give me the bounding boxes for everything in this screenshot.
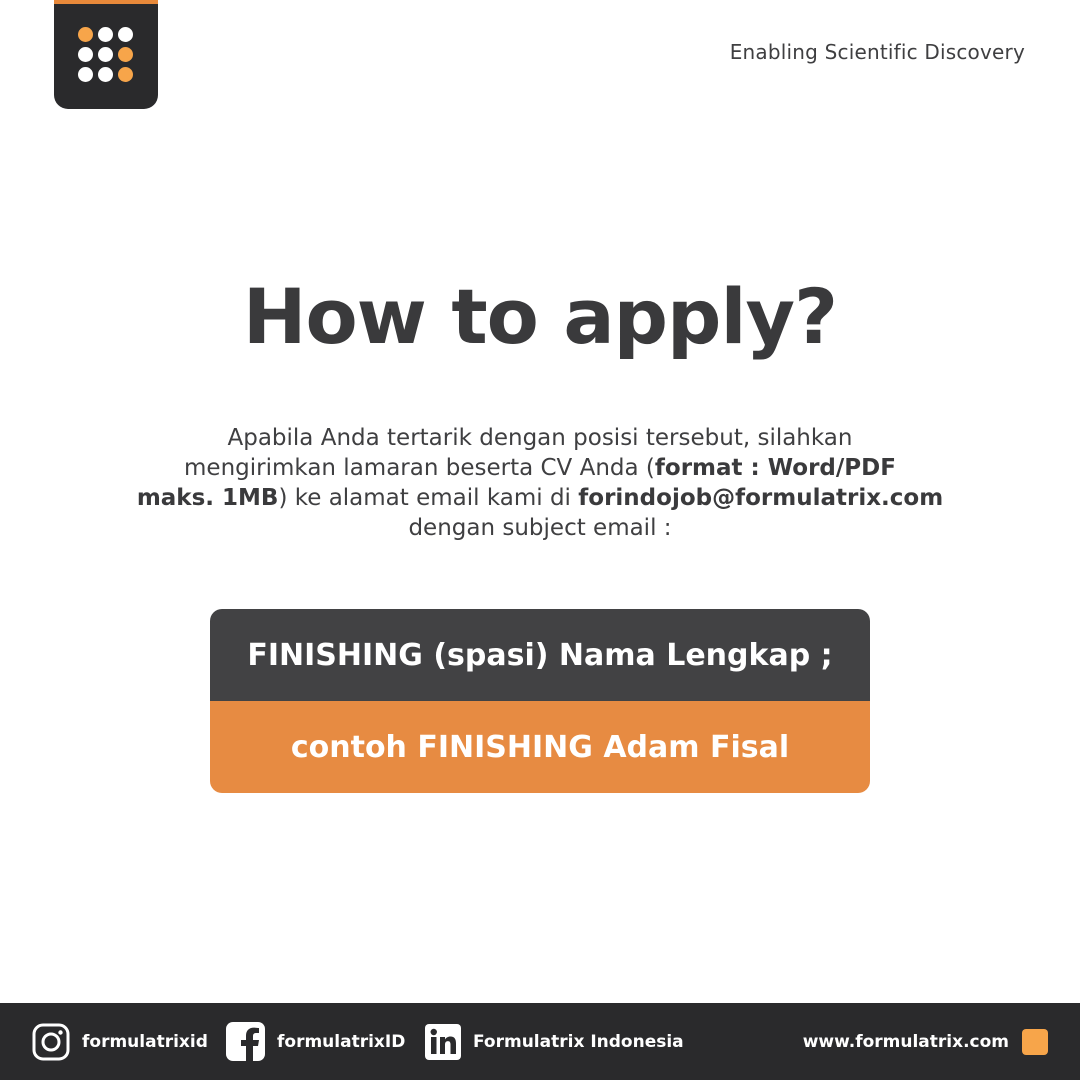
page-title: How to apply? — [242, 272, 838, 361]
linkedin-icon — [425, 1024, 461, 1060]
format-requirement: format : Word/PDF — [654, 455, 896, 481]
logo-dot — [98, 27, 113, 42]
logo-dot — [78, 27, 93, 42]
logo-dot — [98, 47, 113, 62]
email-address[interactable]: forindojob@formulatrix.com — [578, 485, 944, 511]
logo-dot — [78, 47, 93, 62]
logo-dot — [78, 67, 93, 82]
apply-instructions — [110, 423, 970, 543]
tagline: Enabling Scientific Discovery — [729, 40, 1025, 64]
brand-square-icon — [1022, 1029, 1048, 1055]
logo-dot — [98, 67, 113, 82]
intro-line-4: dengan subject email : — [408, 515, 672, 541]
facebook-link[interactable] — [226, 1003, 405, 1080]
logo-dot — [118, 27, 133, 42]
subject-format: FINISHING (spasi) Nama Lengkap ; — [210, 609, 870, 701]
size-requirement: maks. 1MB — [136, 485, 279, 511]
intro-line-3: ) ke alamat email kami di — [278, 485, 579, 511]
facebook-handle: formulatrixID — [277, 1031, 406, 1052]
formulatrix-logo — [54, 0, 158, 109]
website-link[interactable]: www.formulatrix.com — [802, 1031, 1009, 1052]
logo-accent-bar — [54, 0, 158, 4]
logo-dot — [118, 67, 133, 82]
facebook-icon — [226, 1022, 265, 1061]
footer — [0, 1003, 1080, 1080]
intro-line-2: mengirimkan lamaran beserta CV Anda ( — [184, 455, 655, 481]
intro-line-1: Apabila Anda tertarik dengan posisi tersebut, silahkan — [227, 425, 853, 451]
logo-dot — [118, 47, 133, 62]
instagram-icon — [32, 1023, 70, 1061]
subject-format-box — [210, 609, 870, 793]
instagram-link[interactable] — [32, 1003, 208, 1080]
linkedin-name: Formulatrix Indonesia — [473, 1031, 684, 1052]
instagram-handle: formulatrixid — [82, 1031, 208, 1052]
subject-example: contoh FINISHING Adam Fisal — [210, 701, 870, 793]
linkedin-link[interactable] — [425, 1003, 684, 1080]
